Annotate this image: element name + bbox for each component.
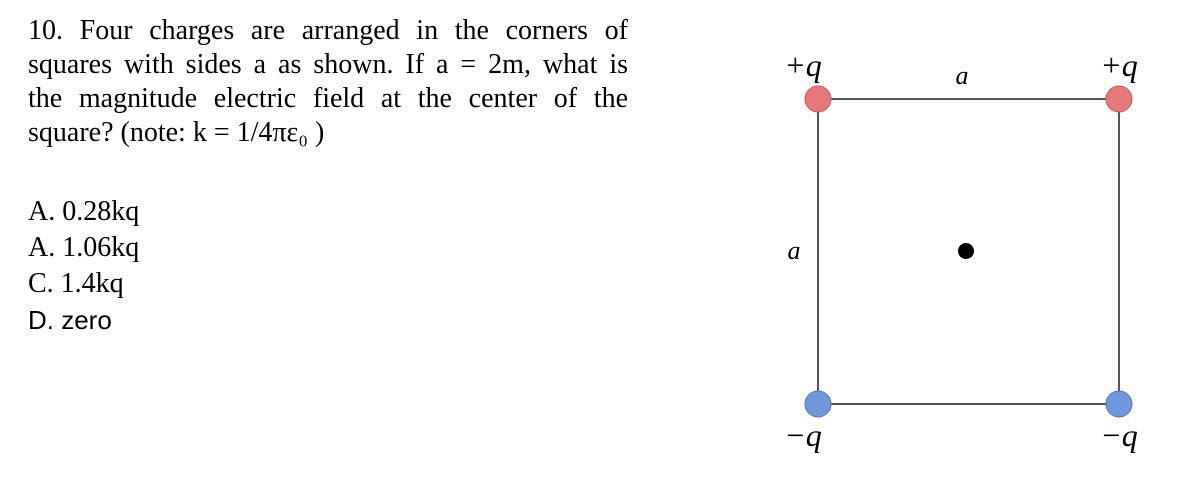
answer-choices — [28, 194, 139, 338]
choice-a-1: A. 0.28kq — [28, 196, 140, 227]
choice-d: D. zero — [28, 305, 112, 335]
charge-square-diagram — [700, 0, 1200, 488]
top-right-positive-charge — [1106, 86, 1132, 112]
question-line-4: square? (note: k = 1/4πε₀ ) — [28, 117, 325, 148]
choice-a-2: A. 1.06kq — [28, 232, 140, 263]
top-right-charge-label: +q — [1100, 47, 1138, 83]
bottom-right-negative-charge — [1106, 391, 1132, 417]
top-left-charge-label: +q — [784, 47, 822, 83]
choice-c: C. 1.4kq — [28, 268, 124, 299]
bottom-right-charge-label: −q — [1100, 417, 1138, 453]
left-side-length-label: a — [787, 236, 801, 265]
question-line-1: 10. Four charges are arranged in the corners of — [28, 15, 628, 46]
question-text — [28, 14, 628, 150]
question-line-2: squares with sides a as shown. If a = 2m, what is — [28, 49, 628, 80]
question-line-3: the magnitude electric field at the center of the — [28, 83, 628, 114]
bottom-left-charge-label: −q — [784, 417, 822, 453]
bottom-left-negative-charge — [805, 391, 831, 417]
center-point — [958, 243, 974, 259]
top-side-length-label: a — [955, 61, 969, 90]
top-left-positive-charge — [805, 86, 831, 112]
